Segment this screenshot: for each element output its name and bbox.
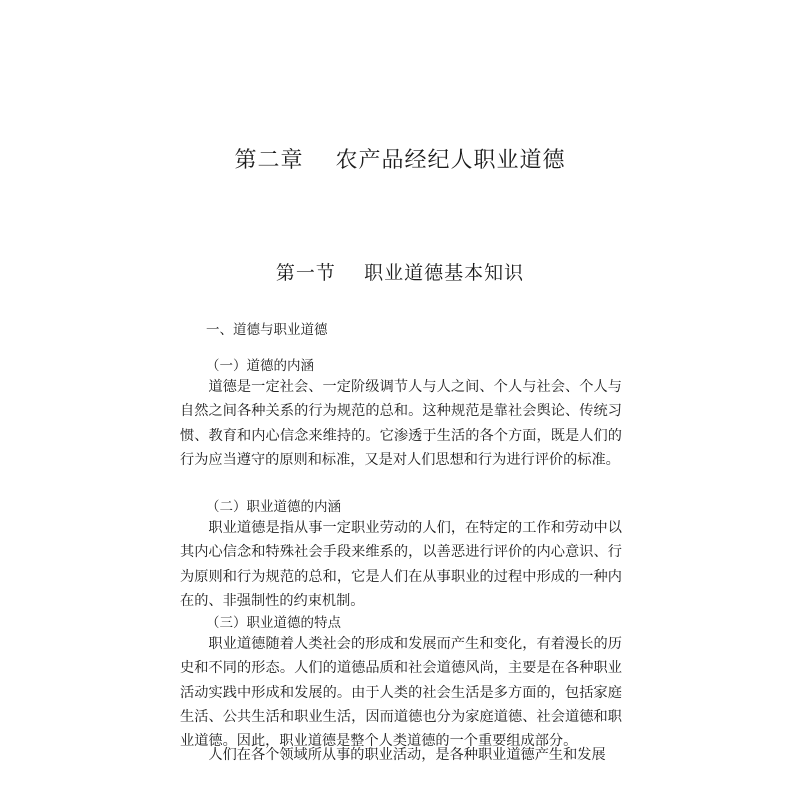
paragraph-text: 职业道德是指从事一定职业劳动的人们，在特定的工作和劳动中以其内心信念和特殊社会手段来维系的，以善恶进行评价的内心意识、行为原则和行为规范的总和，它是人们在从事职业的过程中形成的一种内在的、非强制性的约束机制。 — [180, 520, 622, 609]
paragraph-professional-ethics-meaning — [180, 516, 622, 613]
paragraph-professional-ethics-features — [180, 632, 622, 753]
section-title: 第一节 职业道德基本知识 — [275, 262, 525, 284]
paragraph-text: 职业道德随着人类社会的形成和发展而产生和变化，有着漫长的历史和不同的形态。人们的道德品质和社会道德风尚，主要是在各种职业活动实践中形成和发展的。由于人类的社会生活是多方面的，包括家庭生活、公共生活和职业生活，因而道德也分为家庭道德、社会道德和职业道德。因此，职业道德是整个人类道德的一个重要组成部分。 — [180, 636, 622, 750]
subheading-professional-ethics-meaning: （二）职业道德的内涵 — [206, 499, 341, 515]
paragraph-ethics-meaning — [180, 375, 622, 472]
paragraph-text: 人们在各个领域所从事的职业活动，是各种职业道德产生和发展 — [208, 747, 606, 763]
subheading-professional-ethics-features: （三）职业道德的特点 — [206, 615, 341, 631]
chapter-title: 第二章 农产品经纪人职业道德 — [234, 148, 566, 173]
paragraph-text: 道德是一定社会、一定阶级调节人与人之间、个人与社会、个人与自然之间各种关系的行为规范的总和。这种规范是靠社会舆论、传统习惯、教育和内心信念来维持的。它渗透于生活的各个方面，既是人们的行为应当遵守的原则和标准，又是对人们思想和行为进行评价的标准。 — [180, 379, 622, 468]
subheading-ethics-meaning: （一）道德的内涵 — [206, 358, 314, 374]
paragraph-continuation — [180, 743, 622, 767]
heading-ethics-and-professional-ethics: 一、道德与职业道德 — [206, 322, 328, 338]
